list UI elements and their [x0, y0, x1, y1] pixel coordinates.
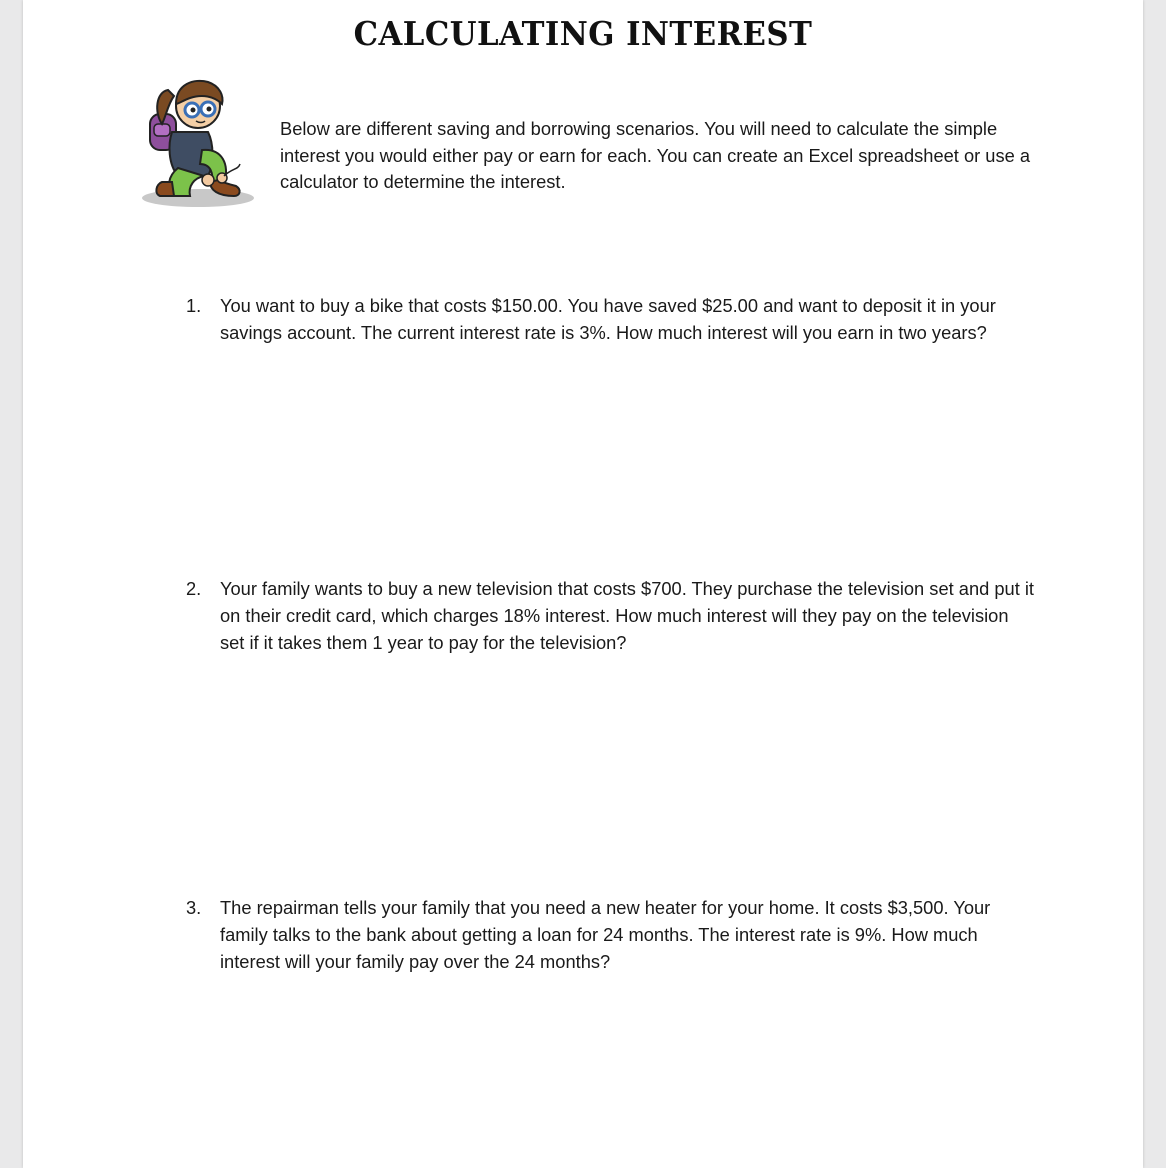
girl-tying-shoe-icon: [138, 72, 258, 212]
question-3: [186, 894, 1036, 975]
question-text: Your family wants to buy a new television that costs $700. They purchase the television set and put it on their credit card, which charges 18% interest. How much interest will they pay on the television set if it takes them 1 year to pay for the television?: [220, 578, 1034, 653]
question-text: You want to buy a bike that costs $150.00. You have saved $25.00 and want to deposit it in your savings account. The current interest rate is 3%. How much interest will you earn in two years?: [220, 295, 996, 343]
question-number: 1.: [186, 295, 202, 316]
question-2: [186, 575, 1036, 656]
question-number: 3.: [186, 897, 202, 918]
question-number: 2.: [186, 578, 202, 599]
question-text: The repairman tells your family that you need a new heater for your home. It costs $3,500. Your family talks to the bank about getting a loan for 24 months. The interest rate is 9%. How much interest will your family pay over the 24 months?: [220, 897, 991, 972]
document-page: [23, 0, 1143, 1168]
question-1: [186, 292, 1036, 346]
page-title: CALCULATING INTEREST: [353, 14, 813, 53]
intro-paragraph: Below are different saving and borrowing scenarios. You will need to calculate the simple interest you would either pay or earn for each. You can create an Excel spreadsheet or use a calculator to determine the interest.: [280, 118, 1030, 193]
